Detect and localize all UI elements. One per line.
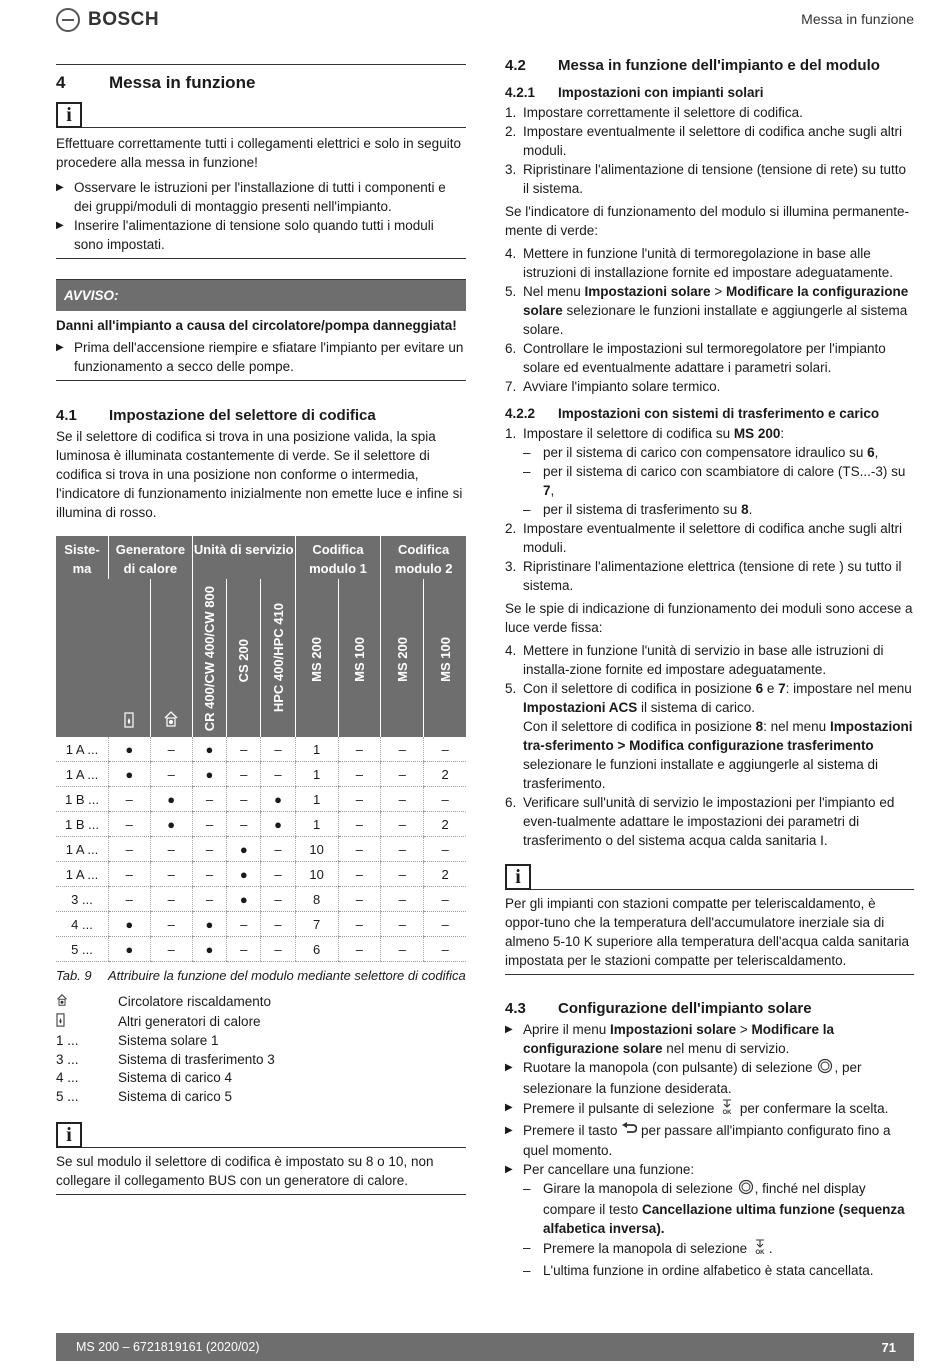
list-item: 5. Con il selettore di codifica in posizione 6 e 7: impostare nel menu Impostazioni ACS il sistema di carico. Con il selettore di codifica in posizione 8: nel menu Impostazioni tra-sferimento > Modifica configurazione trasferimento selezionare le funzioni installate e aggiungerle al sistema di trasferimento.: [505, 681, 913, 791]
legend-item: 3 ... Sistema di trasferimento 3: [56, 1051, 275, 1067]
col-ms100-2: MS 100: [424, 579, 466, 737]
table-cell: –: [227, 737, 261, 762]
section-41-heading: 4.1 Impostazione del selettore di codifica: [56, 407, 376, 424]
bosch-logo-icon: [56, 8, 80, 32]
col-cr400: CR 400/CW 400/CW 800: [192, 579, 226, 737]
table-cell: –: [150, 887, 192, 912]
list-item: ▶ Inserire l'alimentazione di tensione solo quando tutti i moduli sono impostati.: [56, 218, 434, 252]
table-cell: –: [261, 912, 295, 937]
table-cell: ●: [192, 912, 226, 937]
svg-text:OK: OK: [722, 1110, 732, 1116]
table-cell: –: [381, 762, 424, 787]
table-cell: –: [108, 787, 150, 812]
paragraph: Se le spie di indicazione di funzionamento dei moduli sono accese a luce verde fissa:: [505, 601, 913, 635]
list-item: 4. Mettere in funzione l'unità di servizio in base alle istruzioni di installa-zione fornite ed impostare adeguatamente.: [505, 643, 884, 677]
table-cell: –: [338, 837, 381, 862]
table-row: [56, 812, 466, 837]
table-cell: –: [150, 837, 192, 862]
legend: [56, 993, 466, 1106]
left-column: [56, 64, 466, 1195]
table-cell: –: [381, 937, 424, 962]
info-text: Per gli impianti con stazioni compatte per teleriscaldamento, è oppor-tuno che la temperatura dell'accumulatore inerziale sia di almeno 5-10 K superiore alla temperatura dell'acqua calda sanitaria impostata per le stazioni compatte per teleriscaldamento.: [505, 896, 910, 968]
table-cell: –: [338, 737, 381, 762]
table-cell: –: [424, 787, 466, 812]
table-cell: –: [192, 812, 226, 837]
table-cell: –: [108, 837, 150, 862]
list-item: 6. Controllare le impostazioni sul termoregolatore per l'impianto solare ed eventualmente adattare i parametri solari.: [505, 341, 886, 375]
boiler-icon: [108, 579, 150, 737]
table-cell: 2: [424, 812, 466, 837]
brand-logo: [56, 8, 159, 32]
info-icon: i: [56, 1122, 82, 1148]
table-cell: 4 ...: [56, 912, 108, 937]
col-ms200-1: MS 200: [295, 579, 338, 737]
section-41-text: Se il selettore di codifica si trova in una posizione valida, la spia luminosa è illuminata costantemente di verde. Se il selettore di codifica si trova in una posizione non conforme o intermedia, l'indicatore di funzionamento inizialmente non emette luce e infine si illumina di rosso.: [56, 429, 463, 520]
table-cell: –: [261, 937, 295, 962]
list-item: 1. Impostare correttamente il selettore di codifica.: [505, 105, 803, 120]
legend-item: 4 ... Sistema di carico 4: [56, 1070, 233, 1085]
table-cell: –: [381, 887, 424, 912]
table-cell: 5 ...: [56, 937, 108, 962]
list-item: 4. Mettere in funzione l'unità di termoregolazione in base alle istruzioni di installazione fornite ed impostare adeguatamente.: [505, 246, 893, 280]
table-cell: –: [261, 862, 295, 887]
col-unita: Unità di servizio: [192, 536, 295, 579]
table-cell: –: [381, 812, 424, 837]
table-cell: –: [261, 887, 295, 912]
info-box: [56, 1122, 466, 1148]
boiler-icon: [56, 1013, 118, 1033]
selector-knob-icon: [737, 1179, 755, 1200]
section-42-heading: 4.2 Messa in funzione dell'impianto e del modulo: [505, 57, 880, 74]
table-cell: –: [227, 787, 261, 812]
svg-text:OK: OK: [755, 1249, 765, 1256]
table-cell: –: [381, 837, 424, 862]
table-cell: ●: [192, 937, 226, 962]
list-item: ▶ Per cancellare una funzione:: [505, 1161, 695, 1177]
table-cell: 1: [295, 812, 338, 837]
list-item: ▶ Aprire il menu Impostazioni solare > Modificare la configurazione solare nel menu di servizio.: [505, 1022, 834, 1056]
table-cell: –: [424, 887, 466, 912]
col-ms100-1: MS 100: [338, 579, 381, 737]
sub-item: – Premere la manopola di selezione OK .: [505, 1238, 914, 1261]
table-cell: –: [150, 737, 192, 762]
section-43-heading: 4.3 Configurazione dell'impianto solare: [505, 1000, 812, 1017]
legend-item: Altri generatori di calore: [56, 1013, 466, 1033]
table-cell: –: [338, 937, 381, 962]
notice-title: Danni all'impianto a causa del circolatore/pompa danneggiata!: [56, 318, 457, 333]
legend-item: 1 ... Sistema solare 1: [56, 1033, 219, 1048]
table-cell: 8: [295, 887, 338, 912]
section-421-heading: 4.2.1 Impostazioni con impianti solari: [505, 85, 764, 100]
col-mod2: Codifica modulo 2: [381, 536, 466, 579]
table-row: [56, 837, 466, 862]
table-cell: –: [192, 837, 226, 862]
sub-item: – per il sistema di trasferimento su 8.: [523, 502, 753, 517]
sub-item: – per il sistema di carico con compensatore idraulico su 6,: [523, 445, 879, 460]
brand-name: BOSCH: [88, 9, 160, 30]
pump-icon: [150, 579, 192, 737]
paragraph: Se l'indicatore di funzionamento del modulo si illumina permanente-mente di verde:: [505, 204, 910, 238]
notice-label: AVVISO:: [56, 279, 466, 311]
table-cell: 10: [295, 837, 338, 862]
table-cell: 1 B ...: [56, 787, 108, 812]
coding-table: [56, 536, 466, 962]
table-cell: ●: [227, 837, 261, 862]
list-item: 5. Nel menu Impostazioni solare > Modificare la configurazione solare selezionare le funzioni installate e aggiungerle al sistema solare.: [505, 284, 909, 337]
table-cell: –: [227, 762, 261, 787]
table-cell: –: [150, 937, 192, 962]
sub-item: – L'ultima funzione in ordine alfabetico è stata cancellata.: [523, 1262, 874, 1278]
table-cell: –: [192, 787, 226, 812]
table-cell: –: [381, 737, 424, 762]
info-bus-text: Se sul modulo il selettore di codifica è impostato su 8 o 10, non collegare il collegamento BUS con un generatore di calore.: [56, 1154, 434, 1188]
table-cell: –: [381, 787, 424, 812]
pump-icon: [56, 993, 118, 1013]
info-box: [56, 102, 466, 128]
table-cell: ●: [150, 787, 192, 812]
table-cell: ●: [108, 762, 150, 787]
table-cell: ●: [227, 862, 261, 887]
legend-item: Circolatore riscaldamento: [56, 993, 466, 1013]
list-item: ▶ Osservare le istruzioni per l'installazione di tutti i componenti e dei gruppi/moduli di montaggio presenti nell'impianto.: [56, 180, 446, 214]
table-row: [56, 737, 466, 762]
table-cell: 2: [424, 762, 466, 787]
legend-item: 5 ... Sistema di carico 5: [56, 1088, 233, 1104]
list-item: ▶ Ruotare la manopola (con pulsante) di selezione , per selezionare la funzione desiderata.: [505, 1058, 914, 1098]
list-item: 3. Ripristinare l'alimentazione di tensione (tensione di rete) su tutto il sistema.: [505, 162, 907, 196]
list-item: 2. Impostare eventualmente il selettore di codifica anche sugli altri moduli.: [505, 521, 902, 555]
table-cell: –: [108, 812, 150, 837]
table-cell: –: [338, 912, 381, 937]
table-cell: –: [227, 812, 261, 837]
list-item: 3. Ripristinare l'alimentazione elettrica (tensione di rete ) su tutto il sistema.: [505, 559, 902, 593]
info-box: [505, 864, 914, 890]
section-number: 4: [56, 73, 66, 92]
table-cell: ●: [108, 737, 150, 762]
table-cell: –: [227, 937, 261, 962]
col-ms200-2: MS 200: [381, 579, 424, 737]
table-cell: 1: [295, 737, 338, 762]
table-row: [56, 887, 466, 912]
table-cell: –: [338, 762, 381, 787]
table-cell: –: [338, 812, 381, 837]
table-cell: –: [227, 912, 261, 937]
doc-id: MS 200 – 6721819161 (2020/02): [76, 1340, 260, 1354]
table-cell: 10: [295, 862, 338, 887]
list-item: ▶ Prima dell'accensione riempire e sfiatare l'impianto per evitare un funzionamento a secco delle pompe.: [56, 340, 464, 374]
table-cell: ●: [150, 812, 192, 837]
table-cell: –: [108, 887, 150, 912]
ok-button-icon: [751, 1238, 769, 1261]
col-hpc400: HPC 400/HPC 410: [261, 579, 295, 737]
table-row: [56, 912, 466, 937]
table-cell: 1 A ...: [56, 737, 108, 762]
table-cell: –: [381, 862, 424, 887]
table-cell: 3 ...: [56, 887, 108, 912]
table-cell: –: [150, 912, 192, 937]
table-cell: ●: [192, 737, 226, 762]
sub-item: – Girare la manopola di selezione , finché nel display compare il testo Cancellazione ultima funzione (sequenza alfabetica inversa).: [523, 1180, 905, 1236]
col-mod1: Codifica modulo 1: [295, 536, 381, 579]
table-cell: 1: [295, 787, 338, 812]
selector-knob-icon: [816, 1058, 834, 1079]
header-section-title: Messa in funzione: [801, 11, 914, 27]
section-title: Messa in funzione: [109, 73, 256, 92]
right-column: [505, 56, 914, 1280]
table-cell: –: [381, 912, 424, 937]
section-4-heading: [56, 64, 466, 92]
table-row: [56, 787, 466, 812]
table-cell: –: [424, 912, 466, 937]
list-item: ▶ Premere il tasto per passare all'impianto configurato fino a quel momento.: [505, 1123, 891, 1158]
info-icon: i: [505, 864, 531, 890]
table-cell: 1 A ...: [56, 837, 108, 862]
table-row: [56, 862, 466, 887]
table-cell: 2: [424, 862, 466, 887]
table-cell: –: [108, 862, 150, 887]
info-text: Effettuare correttamente tutti i collegamenti elettrici e solo in seguito procedere alla messa in funzione!: [56, 136, 461, 170]
table-cell: –: [338, 862, 381, 887]
col-cs200: CS 200: [227, 579, 261, 737]
table-cell: –: [424, 837, 466, 862]
table-cell: –: [192, 862, 226, 887]
footer: [56, 1333, 914, 1361]
table-row: [56, 762, 466, 787]
back-icon: [621, 1122, 637, 1141]
table-cell: 7: [295, 912, 338, 937]
col-sistema: Siste-ma: [56, 536, 108, 737]
list-item: 1. Impostare il selettore di codifica su MS 200:: [505, 426, 785, 441]
sub-item: – per il sistema di carico con scambiatore di calore (TS...-3) su 7,: [523, 464, 906, 498]
table-cell: –: [261, 762, 295, 787]
list-item: 6. Verificare sull'unità di servizio le impostazioni per l'impianto ed even-tualmente adattare le impostazioni dei parametri di trasferimento o del sistema acqua calda sanitaria I.: [505, 795, 895, 848]
table-cell: –: [338, 887, 381, 912]
table-cell: 1 A ...: [56, 762, 108, 787]
info-icon: i: [56, 102, 82, 128]
table-cell: –: [338, 787, 381, 812]
ok-button-icon: [718, 1098, 736, 1121]
list-item: 2. Impostare eventualmente il selettore di codifica anche sugli altri moduli.: [505, 124, 902, 158]
table-cell: ●: [261, 787, 295, 812]
table-cell: ●: [192, 762, 226, 787]
table-cell: ●: [261, 812, 295, 837]
table-cell: ●: [108, 937, 150, 962]
list-item: ▶ Premere il pulsante di selezione OK per confermare la scelta.: [505, 1098, 914, 1121]
table-cell: –: [261, 737, 295, 762]
table-cell: 1: [295, 762, 338, 787]
table-cell: –: [424, 737, 466, 762]
table-cell: 6: [295, 937, 338, 962]
page-number: 71: [881, 1339, 896, 1355]
table-cell: –: [150, 762, 192, 787]
table-cell: –: [150, 862, 192, 887]
table-cell: –: [424, 937, 466, 962]
table-cell: ●: [108, 912, 150, 937]
table-cell: ●: [227, 887, 261, 912]
table-cell: –: [192, 887, 226, 912]
section-422-heading: 4.2.2 Impostazioni con sistemi di trasferimento e carico: [505, 406, 880, 421]
table-caption: Tab. 9 Attribuire la funzione del modulo mediante selettore di codifica: [56, 968, 466, 983]
table-row: [56, 937, 466, 962]
table-cell: –: [261, 837, 295, 862]
table-cell: 1 A ...: [56, 862, 108, 887]
list-item: 7. Avviare l'impianto solare termico.: [505, 379, 721, 394]
table-cell: 1 B ...: [56, 812, 108, 837]
col-generatore: Generatore di calore: [108, 536, 192, 579]
